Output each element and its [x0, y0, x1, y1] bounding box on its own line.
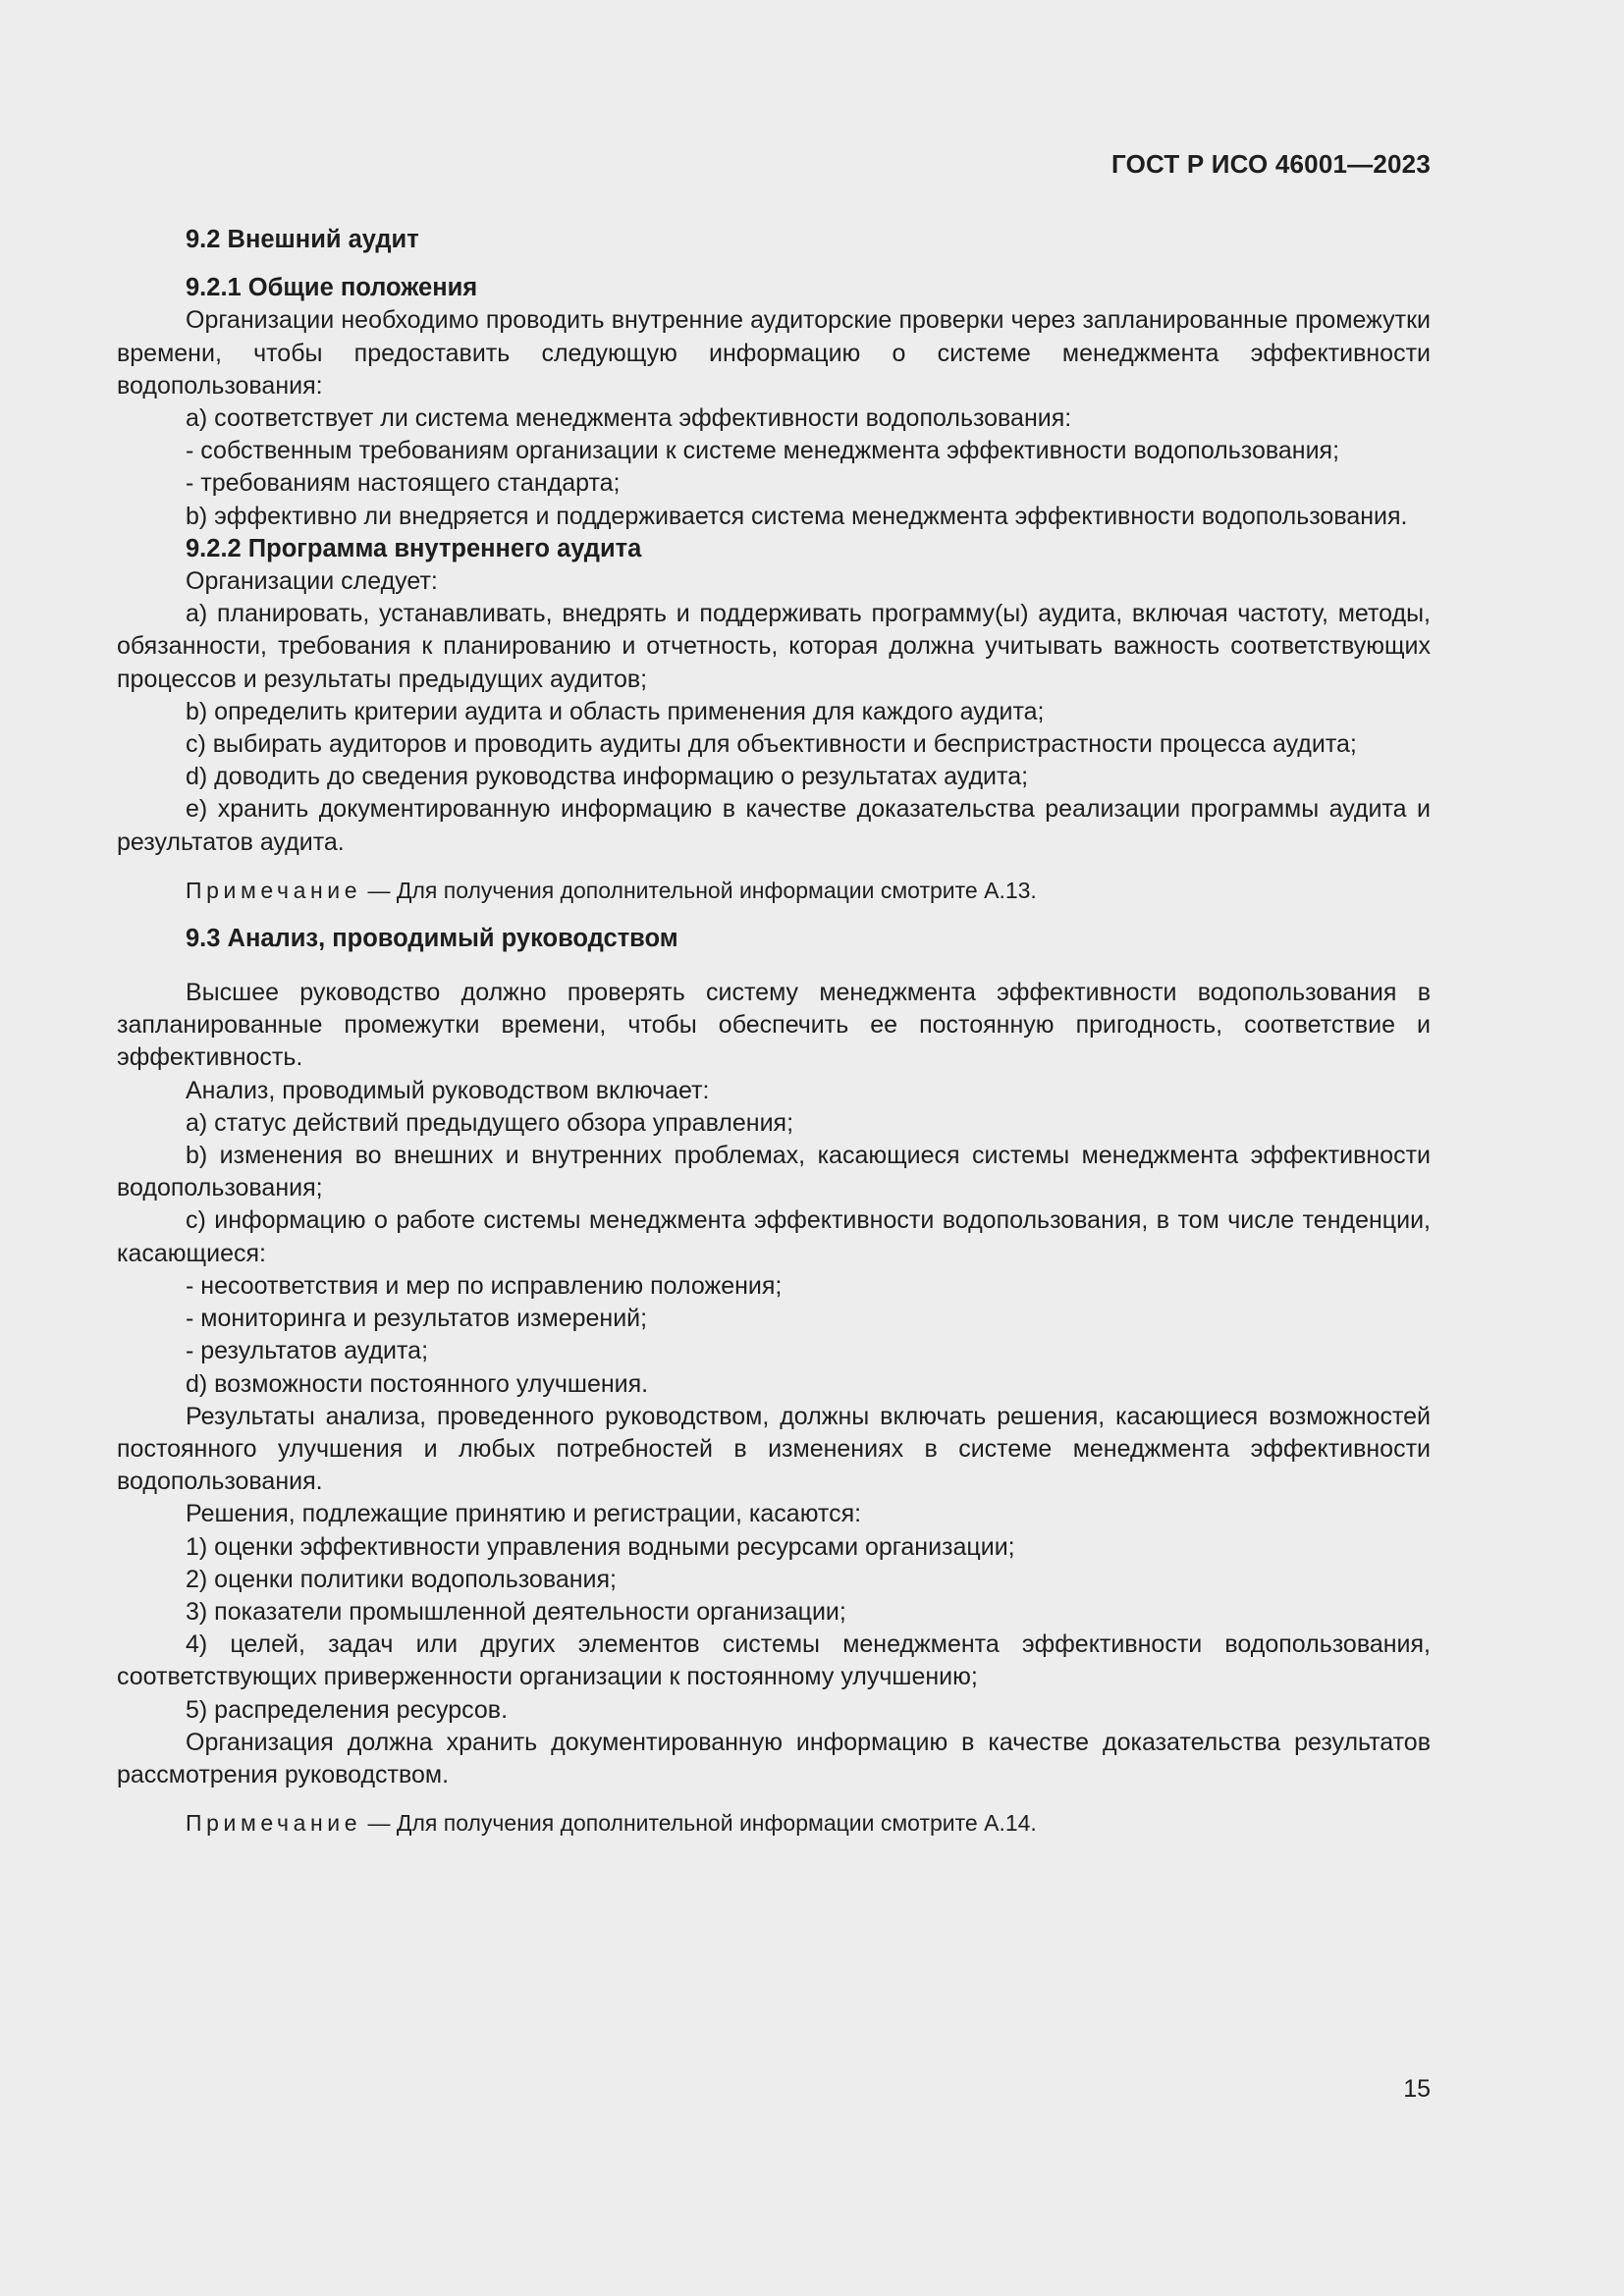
list-item: d) доводить до сведения руководства информацию о результатах аудита;	[186, 763, 1029, 791]
list-item: - требованиям настоящего стандарта;	[186, 469, 621, 498]
paragraph: Решения, подлежащие принятию и регистрации, касаются:	[186, 1500, 862, 1528]
section-heading-9-2-1: 9.2.1 Общие положения	[186, 274, 478, 302]
section-heading-9-2: 9.2 Внешний аудит	[186, 226, 419, 253]
paragraph: Организации следует:	[186, 567, 438, 596]
list-item: 3) показатели промышленной деятельности организации;	[186, 1597, 846, 1626]
list-item: b) эффективно ли внедряется и поддерживается система менеджмента эффективности водопользования.	[186, 502, 1408, 530]
note-a14	[117, 1807, 1431, 1840]
list-item: e) хранить документированную информацию в качестве доказательства реализации программы аудита и результатов аудита.	[117, 795, 1431, 856]
section-heading-9-2-2: 9.2.2 Программа внутреннего аудита	[186, 534, 642, 562]
paragraph: Результаты анализа, проведенного руководством, должны включать решения, касающиеся возможностей постоянного улучшения и любых потребностей в изменениях в системе менеджмента эффективности водопользования.	[117, 1402, 1431, 1496]
note-text: — Для получения дополнительной информации смотрите А.14.	[361, 1810, 1037, 1837]
list-item: c) выбирать аудиторов и проводить аудиты для объективности и беспристрастности процесса аудита;	[186, 730, 1357, 759]
paragraph: Высшее руководство должно проверять систему менеджмента эффективности водопользования в запланированные промежутки времени, чтобы обеспечить ее постоянную пригодность, соответствие и эффективность.	[117, 979, 1431, 1072]
list-item: b) определить критерии аудита и область применения для каждого аудита;	[186, 697, 1045, 725]
paragraph: Организации необходимо проводить внутренние аудиторские проверки через запланированные промежутки времени, чтобы предоставить следующую информацию о системе менеджмента эффективности водопользования:	[117, 306, 1431, 400]
document-body	[117, 224, 1431, 1840]
list-item: b) изменения во внешних и внутренних проблемах, касающиеся системы менеджмента эффективности водопользования;	[117, 1142, 1431, 1202]
list-item: a) планировать, устанавливать, внедрять и поддерживать программу(ы) аудита, включая частоту, методы, обязанности, требования к планированию и отчетность, которая должна учитывать важность соответствующих процессов и результаты предыдущих аудитов;	[117, 600, 1431, 693]
list-item: - результатов аудита;	[186, 1337, 429, 1365]
document-header-standard-id: ГОСТ Р ИСО 46001—2023	[1110, 149, 1431, 179]
paragraph: Организация должна хранить документированную информацию в качестве доказательства результатов рассмотрения руководством.	[117, 1728, 1431, 1789]
section-heading-9-3: 9.3 Анализ, проводимый руководством	[186, 924, 678, 952]
list-item: - несоответствия и мер по исправлению положения;	[186, 1271, 783, 1300]
list-item: a) соответствует ли система менеджмента эффективности водопользования:	[186, 404, 1072, 433]
note-a13	[117, 875, 1431, 907]
list-item: c) информацию о работе системы менеджмента эффективности водопользования, в том числе тенденции, касающиеся:	[117, 1206, 1431, 1267]
list-item: 2) оценки политики водопользования;	[186, 1565, 617, 1593]
list-item: d) возможности постоянного улучшения.	[186, 1369, 649, 1398]
list-item: 5) распределения ресурсов.	[186, 1695, 509, 1724]
paragraph: Анализ, проводимый руководством включает:	[186, 1076, 710, 1104]
page-number: 15	[1403, 2075, 1431, 2103]
list-item: a) статус действий предыдущего обзора управления;	[186, 1108, 794, 1137]
note-label: Примечание	[186, 1810, 362, 1837]
list-item: 1) оценки эффективности управления водными ресурсами организации;	[186, 1532, 1015, 1561]
note-text: — Для получения дополнительной информации смотрите А.13.	[361, 877, 1037, 903]
list-item: - мониторинга и результатов измерений;	[186, 1305, 648, 1333]
list-item: 4) целей, задач или других элементов системы менеджмента эффективности водопользования, соответствующих приверженности организации к постоянному улучшению;	[117, 1630, 1431, 1691]
list-item: - собственным требованиям организации к системе менеджмента эффективности водопользования;	[186, 437, 1340, 465]
note-label: Примечание	[186, 877, 362, 903]
